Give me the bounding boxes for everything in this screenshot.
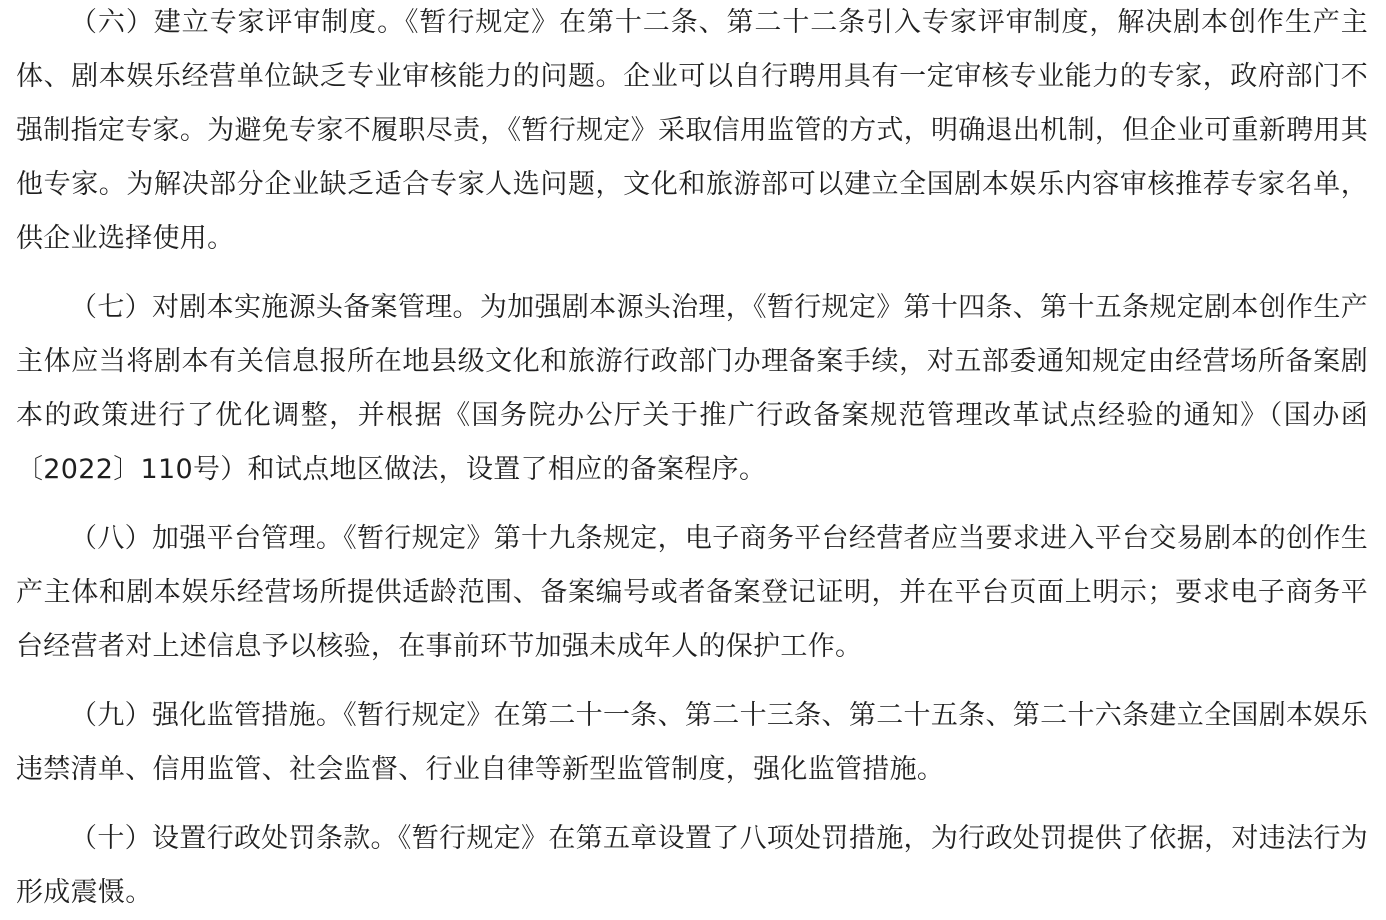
paragraph-expert-review: （六）建立专家评审制度。《暂行规定》在第十二条、第二十二条引入专家评审制度，解决剧本创作生产主体、剧本娱乐经营单位缺乏专业审核能力的问题。企业可以自行聘用具有一定审核专业能力的专家，政府部门不强制指定专家。为避免专家不履职尽责，《暂行规定》采取信用监管的方式，明确退出机制，但企业可重新聘用其他专家。为解决部分企业缺乏适合专家人选问题，文化和旅游部可以建立全国剧本娱乐内容审核推荐专家名单，供企业选择使用。 xyxy=(16,7,1368,254)
paragraph-source-filing: （七）对剧本实施源头备案管理。为加强剧本源头治理，《暂行规定》第十四条、第十五条规定剧本创作生产主体应当将剧本有关信息报所在地县级文化和旅游行政部门办理备案手续，对五部委通知规定由经营场所备案剧本的政策进行了优化调整，并根据《国务院办公厅关于推广行政备案规范管理改革试点经验的通知》（国办函〔2022〕110号）和试点地区做法，设置了相应的备案程序。 xyxy=(16,292,1368,485)
paragraph-supervision-measures: （九）强化监管措施。《暂行规定》在第二十一条、第二十三条、第二十五条、第二十六条建立全国剧本娱乐违禁清单、信用监管、社会监督、行业自律等新型监管制度，强化监管措施。 xyxy=(16,700,1368,785)
paragraph-administrative-penalties: （十）设置行政处罚条款。《暂行规定》在第五章设置了八项处罚措施，为行政处罚提供了依据，对违法行为形成震慑。 xyxy=(16,823,1368,908)
paragraph-platform-management: （八）加强平台管理。《暂行规定》第十九条规定，电子商务平台经营者应当要求进入平台交易剧本的创作生产主体和剧本娱乐经营场所提供适龄范围、备案编号或者备案登记证明，并在平台页面上明示；要求电子商务平台经营者对上述信息予以核验，在事前环节加强未成年人的保护工作。 xyxy=(16,523,1368,662)
